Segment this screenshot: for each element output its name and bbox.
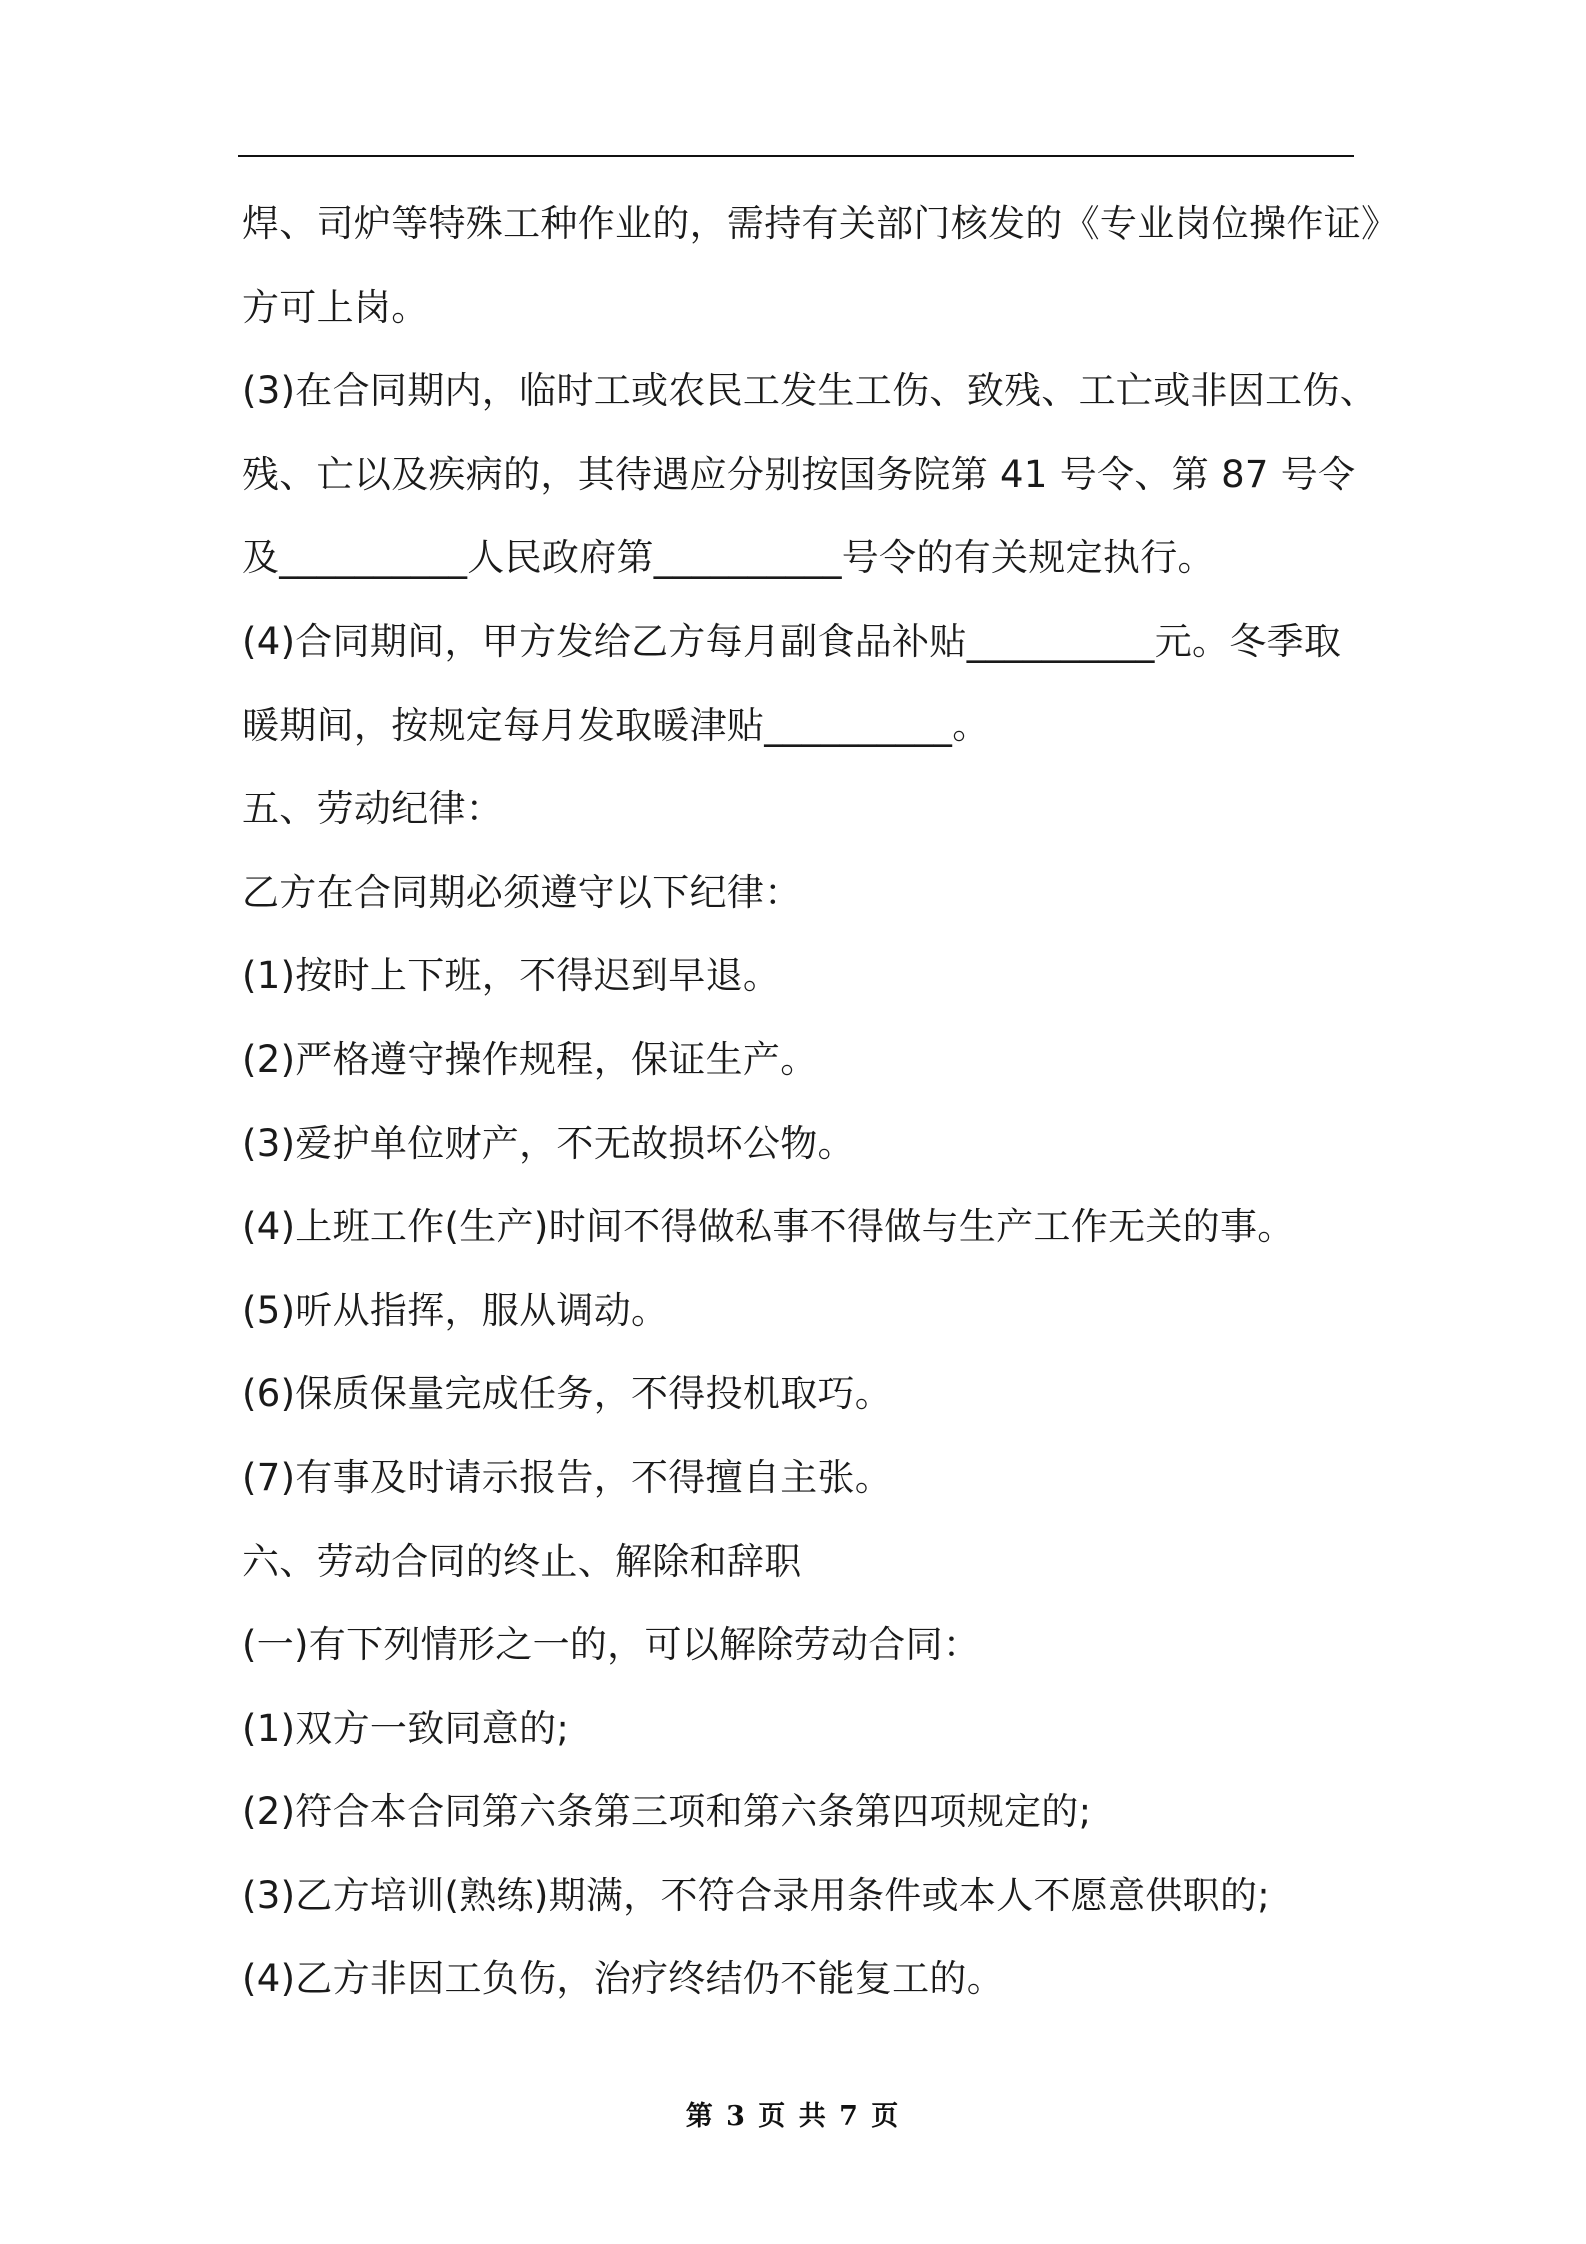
list-item: (6)保质保量完成任务，不得投机取巧。 [242, 1372, 893, 1416]
list-item: (4)上班工作(生产)时间不得做私事不得做与生产工作无关的事。 [242, 1205, 1295, 1249]
list-item: (3)爱护单位财产，不无故损坏公物。 [242, 1121, 855, 1165]
header-rule [238, 155, 1354, 157]
section-heading: 六、劳动合同的终止、解除和辞职 [242, 1539, 802, 1583]
paragraph-line: 残、亡以及疾病的，其待遇应分别按国务院第 41 号令、第 87 号令 [242, 452, 1356, 496]
section-heading: 五、劳动纪律： [242, 787, 504, 831]
paragraph-line: (一)有下列情形之一的，可以解除劳动合同： [242, 1623, 981, 1667]
list-item: (2)符合本合同第六条第三项和第六条第四项规定的; [242, 1790, 1092, 1834]
paragraph-line: 方可上岗。 [242, 285, 429, 329]
list-item: (4)乙方非因工负伤，治疗终结仍不能复工的。 [242, 1957, 1005, 2001]
paragraph-line: 及__________人民政府第__________号令的有关规定执行。 [242, 536, 1215, 580]
list-item: (1)按时上下班，不得迟到早退。 [242, 954, 781, 998]
list-item: (1)双方一致同意的; [242, 1706, 570, 1750]
list-item: (7)有事及时请示报告，不得擅自主张。 [242, 1455, 893, 1499]
paragraph-line: (4)合同期间，甲方发给乙方每月副食品补贴__________元。冬季取 [242, 619, 1342, 663]
page-number: 第 3 页 共 7 页 [685, 2101, 901, 2132]
paragraph-line: 乙方在合同期必须遵守以下纪律： [242, 870, 802, 914]
paragraph-line: 焊、司炉等特殊工种作业的，需持有关部门核发的《专业岗位操作证》 [242, 202, 1399, 245]
paragraph-line: 暖期间，按规定每月发取暖津贴__________。 [242, 703, 990, 747]
list-item: (3)乙方培训(熟练)期满，不符合录用条件或本人不愿意供职的; [242, 1873, 1271, 1917]
document-body [242, 196, 1399, 2035]
list-item: (2)严格遵守操作规程，保证生产。 [242, 1037, 818, 1081]
list-item: (5)听从指挥，服从调动。 [242, 1288, 669, 1332]
paragraph-line: (3)在合同期内，临时工或农民工发生工伤、致残、工亡或非因工伤、 [242, 369, 1378, 413]
